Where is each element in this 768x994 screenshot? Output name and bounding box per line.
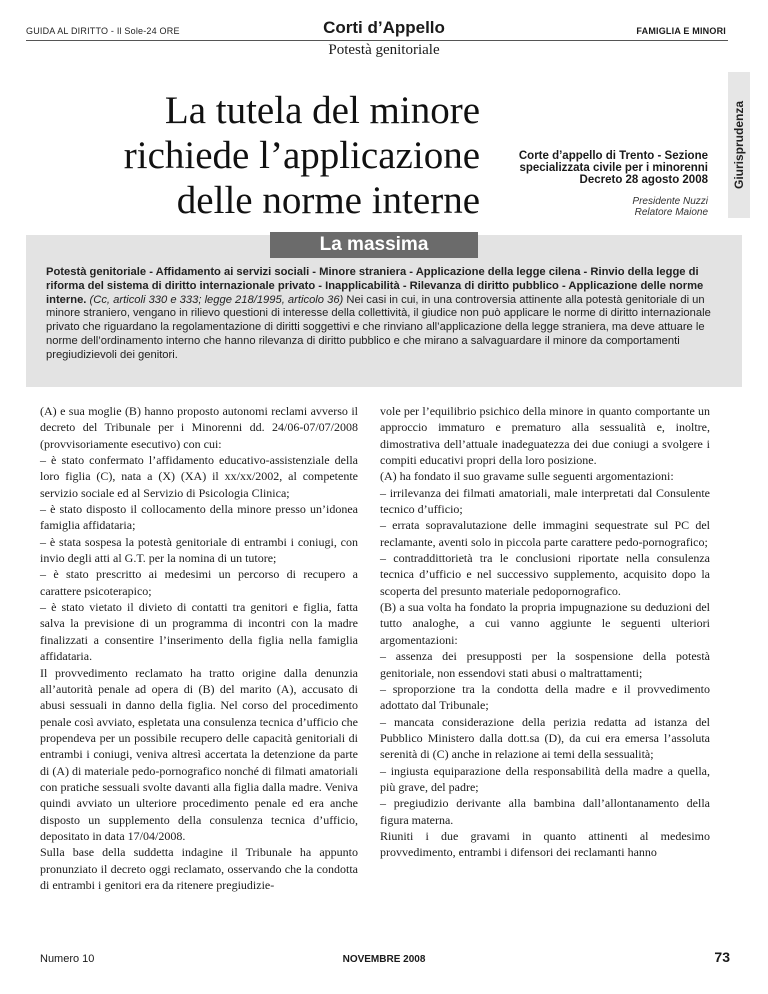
header-publication: GUIDA AL DIRITTO - Il Sole-24 ORE — [26, 26, 180, 36]
article-title — [60, 88, 480, 223]
court-line: specializzata civile per i minorenni — [519, 162, 708, 174]
header-section-title: Corti d’Appello — [323, 18, 445, 37]
paragraph: – è stata sospesa la potestà genitoriale di entrambi i coniugi, con invio degli atti al G.T. per la nomina di un tutore; — [40, 534, 358, 566]
paragraph: (B) a sua volta ha fondato la propria impugnazione su deduzioni del tutto analoghe, a cui vanno aggiunte le seguenti ulteriori argomentazioni: — [380, 600, 710, 647]
paragraph: Il provvedimento reclamato ha tratto origine dalla denunzia all’autorità penale ad opera di (B) del marito (A), accusato di abusi sessuali in danno della figlia. Nel corso del procedimento penale così avviato, espletata una consulenza tecnica d’ufficio che propendeva per un possibile recupero delle capacità genitoriali di entrambi i coniugi, veniva altresì accertata la detenzione da parte di (A) di materiale pedo-pornografico nonché di filmati amatoriali con pratiche sessuali svolte davanti alla figlia dalla madre. Veniva quindi avviato un ulteriore procedimento penale ed era anche disposto un supplemento della consulenza tecnica d’ufficio, depositato in data 17/04/2008. — [40, 665, 358, 843]
paragraph: (A) ha fondato il suo gravame sulle seguenti argomentazioni: — [380, 469, 674, 484]
paragraph: – sproporzione tra la condotta della madre e il provvedimento adottato dal Tribunale; — [380, 681, 710, 713]
paragraph: – è stato prescritto ai medesimi un percorso di recupero a carattere psicoterapico; — [40, 567, 358, 598]
paragraph: – ingiusta equiparazione della responsabilità della madre a quella, più grave, del padre; — [380, 763, 710, 794]
side-tab-label: Giurisprudenza — [732, 100, 746, 190]
paragraph: – è stato confermato l’affidamento educativo-assistenziale della loro figlia (C), nata a (X) (XA) il xx/xx/2002, al competente servizio sociale ed al Servizio di Psicologia Clinica; — [40, 453, 358, 500]
paragraph: Riuniti i due gravami in quanto attinenti al medesimo provvedimento, entrambi i difensori dei reclamanti hanno — [380, 828, 710, 860]
title-line: delle norme interne — [176, 179, 480, 222]
footer-date: NOVEMBRE 2008 — [342, 954, 426, 965]
relatore: Relatore Maione — [634, 207, 708, 218]
paragraph: vole per l’equilibrio psichico della minore in quanto comportante un approccio immaturo e prematuro alla sessualità e, inoltre, dimostrativa dell’attuale inadeguatezza dei due coniugi a svolgere i compiti educativi propri della loro posizione. — [380, 404, 710, 468]
footer-issue: Numero 10 — [40, 953, 95, 965]
massima-title: La massima — [270, 232, 478, 258]
paragraph: Sulla base della suddetta indagine il Tribunale ha appunto pronunziato il decreto oggi reclamato, osservando che la condotta di entrambi i genitori era da ritenere pregiudizie- — [40, 845, 358, 892]
paragraph: – è stato disposto il collocamento della minore presso un’idonea famiglia affidataria; — [40, 502, 358, 533]
title-line: La tutela del minore — [164, 89, 480, 132]
header-rule — [26, 40, 728, 41]
court-info — [478, 150, 708, 186]
paragraph: – errata sopravalutazione delle immagini sequestrate sul PC del reclamante, aventi solo in piccola parte carattere pedo-pornografico; — [380, 518, 710, 549]
paragraph: – assenza dei presupposti per la sospensione della potestà genitoriale, non essendovi stati abusi o maltrattamenti; — [380, 649, 710, 680]
side-tab — [728, 72, 750, 218]
paragraph: – è stato vietato il divieto di contatti tra genitori e figlia, fatta salva la previsione di un programma di incontri con la madre finalizzati a consentire l’inserimento della figlia nella famiglia affidataria. — [40, 600, 358, 664]
paragraph: – pregiudizio derivante alla bambina dall’allontanamento della figura materna. — [380, 796, 710, 827]
massima-text — [46, 266, 716, 363]
body-column-right — [380, 403, 710, 861]
judges — [632, 196, 708, 218]
paragraph: – irrilevanza dei filmati amatoriali, male interpretati dal Consulente tecnico d’ufficio; — [380, 485, 710, 517]
president: Presidente Nuzzi — [632, 196, 708, 207]
paragraph: (A) e sua moglie (B) hanno proposto autonomi reclami avverso il decreto del Tribunale per i Minorenni dd. 24/06-07/07/2008 (provvisoriamente esecutivo) con cui: — [40, 404, 358, 451]
massima-body: Nei casi in cui, in una controversia attinente alla potestà genitoriale di un minore straniero, vengano in rilievo questioni di interesse della collettività, il giudice non può applicare le norme di diritto internazionale privato che riguardano la regolamentazione di diritti soggettivi e che rinviano all’applicazione della legge straniera, ma deve attuare le norme dell’ordinamento interno che hanno rilevanza di diritto pubblico e che mirano a salvaguardare il minore da comportamenti pregiudizievoli dei genitori. — [46, 293, 711, 361]
header-category: FAMIGLIA E MINORI — [636, 26, 726, 36]
header-subtitle: Potestà genitoriale — [328, 42, 440, 58]
title-line: richiede l’applicazione — [123, 134, 480, 177]
court-line: Decreto 28 agosto 2008 — [579, 174, 708, 186]
paragraph: – contraddittorietà tra le conclusioni riportate nella consulenza tecnica d’ufficio e nel successivo supplemento, acquisito dopo la scoperta del presunto materiale pedopornografico. — [380, 551, 710, 598]
court-line: Corte d’appello di Trento - Sezione — [518, 150, 708, 162]
massima-headnote: Potestà genitoriale - Affidamento ai servizi sociali - Minore straniera - Applicazione della legge cilena - Rinvio della legge di riforma del sistema di diritto internazionale privato - Inapplicabilità - Rilevanza di diritto pubblico - Applicazione delle norme interne. — [46, 266, 704, 306]
page-number: 73 — [714, 949, 730, 965]
paragraph: – mancata considerazione della perizia redatta ad istanza del Pubblico Ministero dalla dott.sa (D), da cui era emersa l’assoluta serenità di (C) anche in relazione ai temi della sessualità; — [380, 714, 710, 762]
body-column-left — [40, 403, 358, 893]
massima-refs: (Cc, articoli 330 e 333; legge 218/1995, articolo 36) — [89, 293, 344, 306]
